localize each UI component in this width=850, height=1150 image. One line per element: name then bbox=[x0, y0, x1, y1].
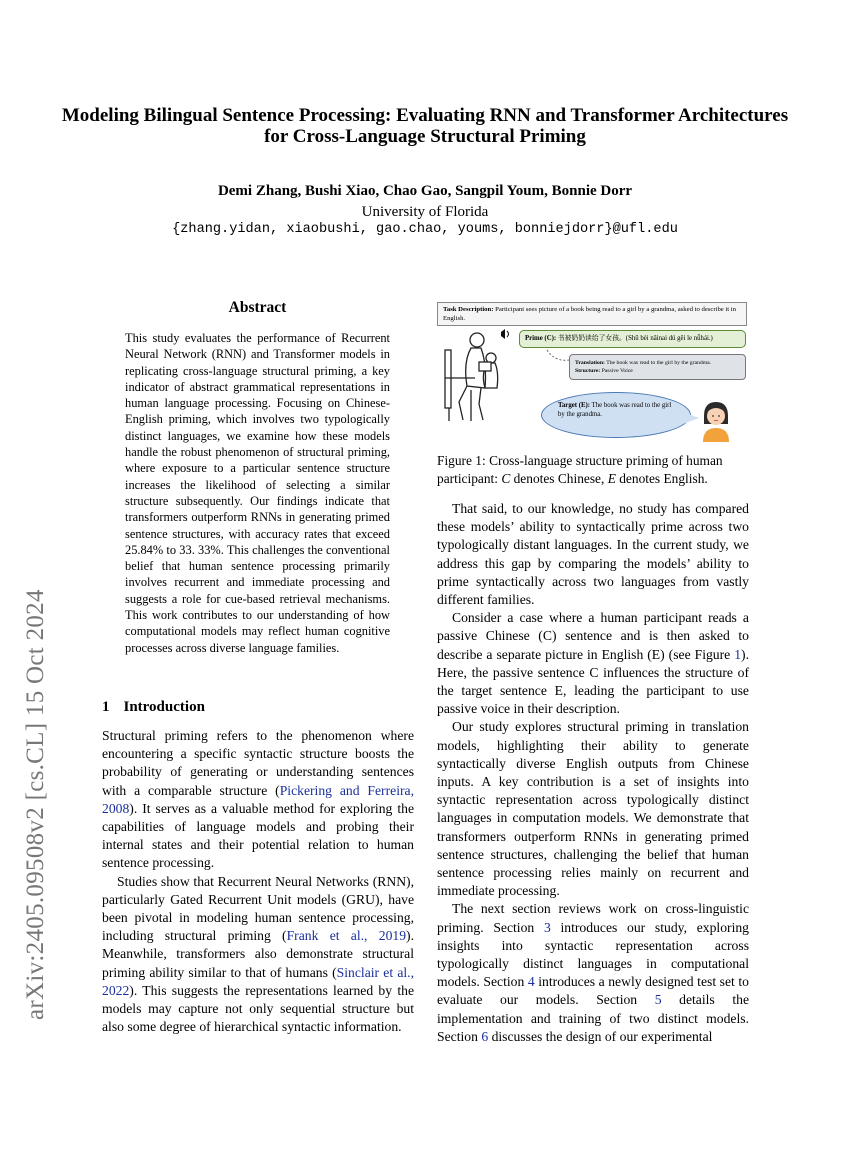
text-run: Figure 1: Cross-language structure priming of human participant: bbox=[437, 453, 723, 486]
intro-paragraph-5: Our study explores structural priming in translation models, highlighting their ability to generate syntactically diverse English outputs from Chinese inputs. A key contribution is a set of insights into syntactic representation across typologically distinct languages in computation models. We demonstrate that transformers outperform RNNs in generating primed sentence structures, challenging the belief that human sentence processing relies mainly on recurrent and immediate processing. bbox=[437, 719, 749, 899]
section-title: Introduction bbox=[123, 699, 205, 715]
text-run: denotes English. bbox=[615, 470, 708, 486]
grandma-reading-illustration bbox=[441, 328, 511, 424]
text-run: ). It serves as a valuable method for exploring the capabilities of language models and probing their internal states and their potential relation to human sentence processing. bbox=[102, 800, 414, 871]
structure-line bbox=[575, 367, 740, 375]
section-ref-link[interactable]: 4 bbox=[527, 974, 535, 990]
section-ref-link[interactable]: 6 bbox=[481, 1028, 489, 1044]
text-run: E bbox=[607, 470, 616, 486]
text-run: ). Meanwhile, transformers also demonstrate structural priming ability similar to that of humans ( bbox=[102, 928, 414, 980]
section-heading-introduction bbox=[102, 699, 205, 716]
text-run: Studies show that Recurrent Neural Networks (RNN), particularly Gated Recurrent Unit models (GRU), have been pivotal in modeling human sentence processing, including structural priming ( bbox=[102, 873, 414, 944]
prime-text: 书被奶奶读给了女孩。(Shū bèi nǎinai dú gěi le nǚhái.) bbox=[556, 335, 713, 342]
affiliation: University of Florida bbox=[361, 204, 489, 220]
task-text: Participant sees picture of a book being read to a girl by a grandma, asked to describe it in English. bbox=[443, 306, 737, 322]
task-label: Task Description: bbox=[443, 306, 494, 313]
section-number: 1 bbox=[102, 699, 110, 715]
text-run: denotes Chinese, bbox=[510, 470, 608, 486]
arxiv-stamp: arXiv:2405.09508v2 [cs.CL] 15 Oct 2024 bbox=[22, 589, 49, 1020]
section-ref-link[interactable]: 5 bbox=[654, 992, 662, 1008]
translation-label: Translation: bbox=[575, 360, 605, 366]
translation-text: The book was read to the girl by the grandma. bbox=[604, 360, 712, 366]
author-emails: {zhang.yidan, xiaobushi, gao.chao, youms, bonniejdorr}@ufl.edu bbox=[172, 222, 678, 237]
translation-line bbox=[575, 359, 740, 367]
intro-paragraph-1 bbox=[102, 727, 414, 873]
figure-1 bbox=[437, 302, 749, 444]
text-run: discusses the design of our experimental bbox=[488, 1028, 713, 1044]
text-run: introduces our study, exploring insights into syntactic representation across typologically distinct languages in computational models. Section bbox=[437, 919, 749, 990]
target-speech-bubble bbox=[541, 392, 691, 438]
figure-ref-link[interactable]: 1 bbox=[734, 646, 742, 662]
citation-link[interactable]: Sinclair et al., 2022 bbox=[102, 964, 414, 998]
text-run: introduces a newly designed test set to evaluate our models. Section bbox=[437, 974, 749, 1008]
citation-link[interactable]: Pickering and Ferreira, 2008 bbox=[102, 782, 414, 816]
abstract-text: This study evaluates the performance of Recurrent Neural Network (RNN) and Transformer models in replicating cross-language structural priming, a key indicator of abstract grammatical representations in human language processing. Focusing on Chinese-English priming, which involves two typologically distinct languages, we examine how these models handle the robust phenomenon of structural priming, where exposure to a particular sentence structure increases the likelihood of selecting a similar structure subsequently. Our findings indicate that transformers outperform RNNs in generating primed sentence structures, with accuracy rates that exceed 25.84% to 33. 33%. This challenges the conventional belief that human sentence processing primarily involves recurrent and immediate processing and suggests a role for cue-based retrieval mechanisms. This work contributes to our understanding of how computational models may reflect human cognitive processes across diverse language families. bbox=[125, 331, 390, 655]
structure-text: Passive Voice bbox=[600, 368, 633, 374]
intro-paragraph-4 bbox=[437, 609, 749, 718]
girl-avatar-icon bbox=[699, 400, 733, 442]
prime-sentence-box bbox=[519, 330, 746, 348]
abstract-heading: Abstract bbox=[228, 299, 287, 316]
author-list: Demi Zhang, Bushi Xiao, Chao Gao, Sangpil Youm, Bonnie Dorr bbox=[217, 183, 633, 199]
target-text: The book was read to the girl by the grandma. bbox=[558, 402, 672, 418]
dotted-connector bbox=[545, 348, 571, 366]
figure-1-caption bbox=[437, 452, 749, 487]
structure-label: Structure: bbox=[575, 368, 601, 374]
text-run: ). This suggests the representations learned by the models may capture not only sequential structure but also some degree of hierarchical syntactic information. bbox=[102, 982, 414, 1035]
prime-label: Prime (C): bbox=[525, 335, 557, 342]
text-run: ). Here, the passive sentence C influences the structure of the target sentence E, leading the participant to use passive voice in their description. bbox=[437, 646, 749, 717]
text-run: Structural priming refers to the phenomenon where encountering a specific syntactic structure boosts the probability of generating or understanding sentences with a comparable structure ( bbox=[102, 728, 414, 798]
target-label: Target (E): bbox=[558, 402, 591, 409]
citation-link[interactable]: Frank et al., 2019 bbox=[286, 928, 407, 944]
text-run: The next section reviews work on cross-linguistic priming. Section bbox=[437, 901, 749, 935]
intro-paragraph-3: That said, to our knowledge, no study has compared these models’ ability to syntactically prime across two typologically distant languages. In the current study, we address this gap by comparing the models’ ability to prime syntactically across two languages from vastly different families. bbox=[437, 501, 749, 608]
task-description-box bbox=[437, 302, 747, 326]
left-column-body bbox=[102, 727, 414, 1036]
right-column-body bbox=[437, 500, 749, 1046]
intro-paragraph-2 bbox=[102, 873, 414, 1037]
text-run: C bbox=[501, 470, 511, 486]
text-run: Consider a case where a human participant reads a passive Chinese (C) sentence and is then asked to describe a separate picture in English (E) (see Figure bbox=[437, 610, 749, 662]
section-ref-link[interactable]: 3 bbox=[543, 919, 551, 935]
translation-box bbox=[569, 354, 746, 380]
text-run: details the implementation and training of two distinct models. Section bbox=[437, 992, 749, 1044]
paper-title: Modeling Bilingual Sentence Processing: Evaluating RNN and Transformer Architectures for Cross-Language Structural Priming bbox=[61, 105, 789, 147]
intro-paragraph-6 bbox=[437, 900, 749, 1046]
speech-bubble-tail bbox=[683, 412, 699, 424]
